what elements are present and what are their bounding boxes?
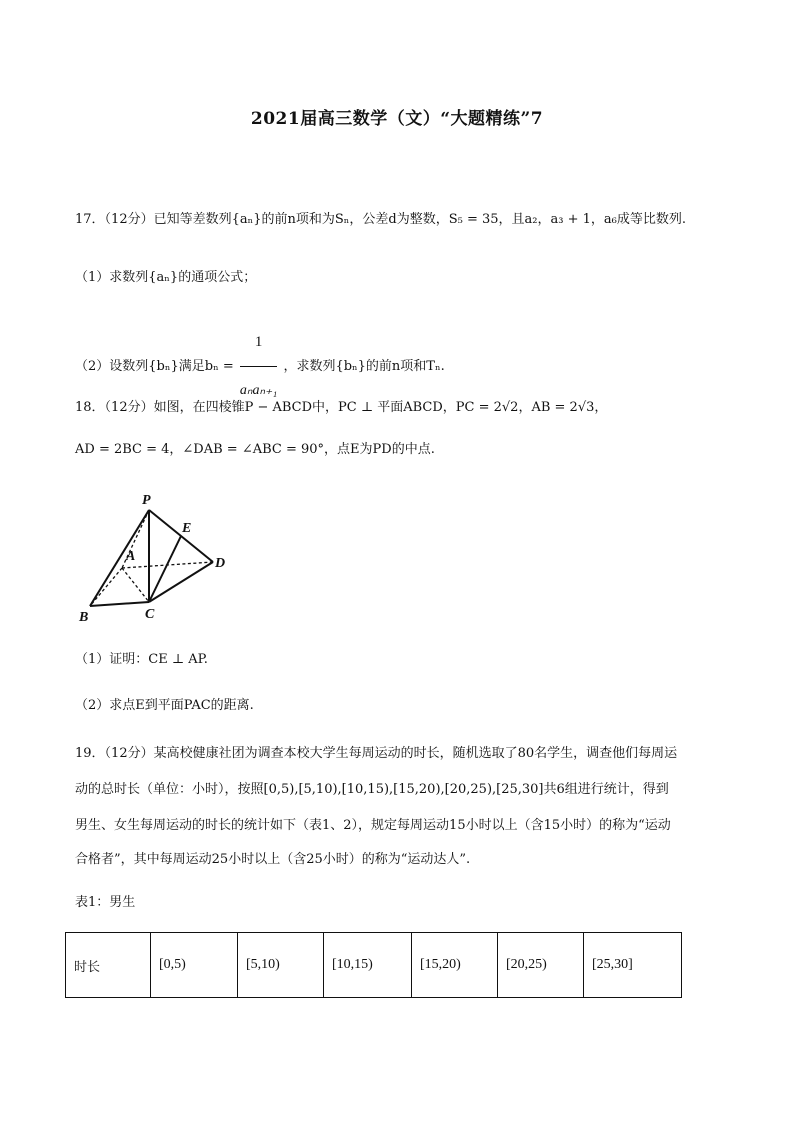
table-cell: [25,30] [584, 933, 682, 998]
label-B: B [79, 610, 89, 625]
table-cell-duration: 时长 [66, 933, 151, 998]
table-cell: [10,15) [324, 933, 412, 998]
page-title: 2021届高三数学（文）“大题精练”7 [250, 109, 544, 129]
q17-part2-post: ，求数列{bₙ}的前n项和Tₙ. [283, 359, 445, 374]
q17-fraction-denominator: aₙaₙ₊₁ [239, 383, 278, 398]
q19-line3: 男生、女生每周运动的时长的统计如下（表1、2），规定每周运动15小时以上（含15小时）的称为“运动 [75, 818, 671, 833]
q18-part1: （1）证明：CE ⊥ AP. [75, 652, 208, 667]
table-cell: [0,5) [151, 933, 238, 998]
label-C: C [145, 607, 155, 622]
q19-line4: 合格者”，其中每周运动25小时以上（含25小时）的称为“运动达人”. [75, 852, 471, 867]
q17-part2-pre: （2）设数列{bₙ}满足bₙ = [75, 359, 234, 374]
q18-part2: （2）求点E到平面PAC的距离. [75, 698, 254, 713]
label-A: A [126, 549, 136, 564]
table1-male [65, 932, 682, 998]
table-row [66, 933, 682, 998]
q18-line2: AD = 2BC = 4，∠DAB = ∠ABC = 90°，点E为PD的中点. [75, 442, 435, 457]
edge-AB [90, 568, 122, 606]
q19-line1: 19．（12分）某高校健康社团为调查本校大学生每周运动的时长，随机选取了80名学生，调查他们每周运 [75, 746, 678, 761]
q18-line1: 18．（12分）如图，在四棱锥P − ABCD中，PC ⊥ 平面ABCD，PC = 2√2，AB = 2√3， [75, 400, 608, 415]
table-cell: [15,20) [412, 933, 498, 998]
edge-AC [122, 568, 149, 602]
table-cell: [5,10) [238, 933, 324, 998]
q17-fraction-numerator: 1 [240, 320, 277, 367]
table-cell: [20,25) [498, 933, 584, 998]
label-P: P [142, 493, 151, 508]
edge-BC [90, 602, 149, 606]
table1-caption: 表1：男生 [75, 895, 136, 910]
label-D: D [215, 556, 226, 571]
label-E: E [182, 521, 192, 536]
q19-line2: 动的总时长（单位：小时），按照[0,5),[5,10),[10,15),[15,20),[20,25),[25,30]共6组进行统计，得到 [75, 782, 669, 797]
q17-stem: 17．（12分）已知等差数列{aₙ}的前n项和为Sₙ，公差d为整数，S₅ = 35，且a₂，a₃ + 1，a₆成等比数列. [75, 212, 686, 227]
q17-part1: （1）求数列{aₙ}的通项公式； [75, 270, 257, 285]
pyramid-figure [72, 490, 242, 625]
